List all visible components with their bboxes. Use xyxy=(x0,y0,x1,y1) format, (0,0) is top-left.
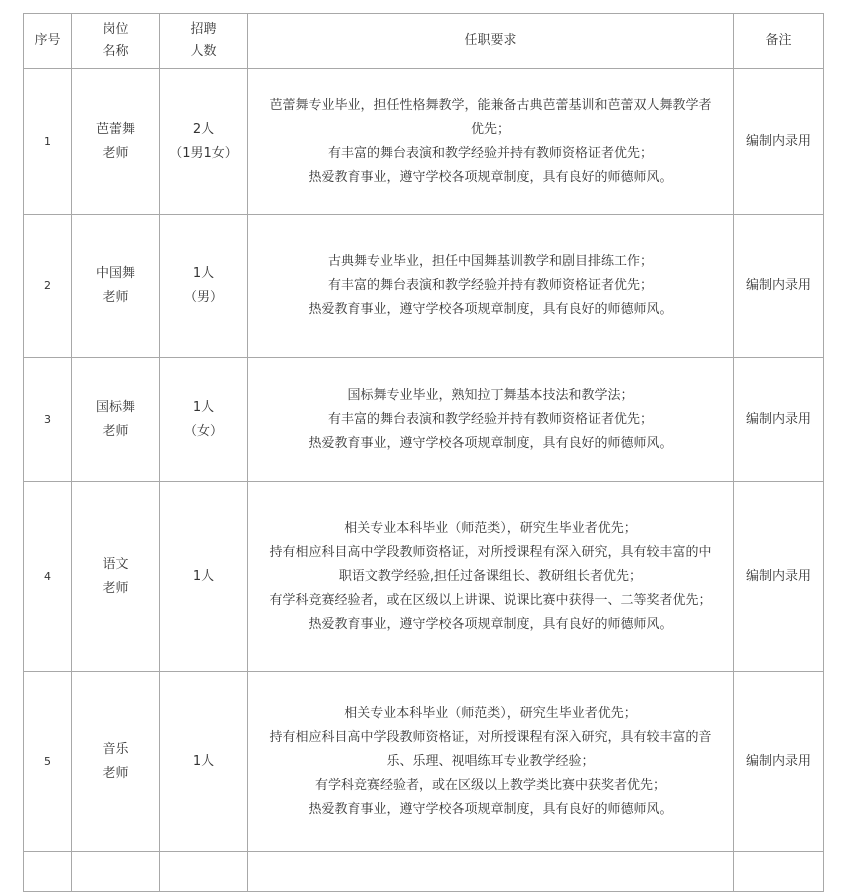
row-requirements: 芭蕾舞专业毕业，担任性格舞教学，能兼备古典芭蕾基训和芭蕾双人舞教学者 优先； 有丰富的舞台表演和教学经验并持有教师资格证者优先； 热爱教育事业，遵守学校各项规章制度，具有良好的师德师风。 xyxy=(248,69,734,215)
row-post: 音乐 老师 xyxy=(72,672,160,852)
row-count: 1人 xyxy=(160,482,248,672)
row-post: 中国舞 老师 xyxy=(72,215,160,358)
row-note: 编制内录用 xyxy=(734,358,824,482)
row-post: 语文 老师 xyxy=(72,482,160,672)
table-row xyxy=(24,358,824,482)
row-requirements: 相关专业本科毕业（师范类），研究生毕业者优先； 持有相应科目高中学段教师资格证，对所授课程有深入研究，具有较丰富的中 职语文教学经验,担任过备课组长、教研组长者优先； 有学科竞赛经验者，或在区级以上讲课、说课比赛中获得一、二等奖者优先； 热爱教育事业，遵守学校各项规章制度，具有良好的师德师风。 xyxy=(248,482,734,672)
empty-cell xyxy=(734,852,824,892)
row-count: 1人 （女） xyxy=(160,358,248,482)
empty-cell xyxy=(160,852,248,892)
row-count: 2人 （1男1女） xyxy=(160,69,248,215)
table-row xyxy=(24,672,824,852)
row-seq: 2 xyxy=(24,215,72,358)
header-requirements: 任职要求 xyxy=(248,14,734,69)
row-requirements: 古典舞专业毕业，担任中国舞基训教学和剧目排练工作； 有丰富的舞台表演和教学经验并持有教师资格证者优先； 热爱教育事业，遵守学校各项规章制度，具有良好的师德师风。 xyxy=(248,215,734,358)
table-row xyxy=(24,482,824,672)
empty-cell xyxy=(248,852,734,892)
row-seq: 5 xyxy=(24,672,72,852)
recruitment-table xyxy=(23,13,824,892)
row-requirements: 国标舞专业毕业，熟知拉丁舞基本技法和教学法； 有丰富的舞台表演和教学经验并持有教师资格证者优先； 热爱教育事业，遵守学校各项规章制度，具有良好的师德师风。 xyxy=(248,358,734,482)
row-post: 芭蕾舞 老师 xyxy=(72,69,160,215)
row-note: 编制内录用 xyxy=(734,215,824,358)
row-count: 1人 xyxy=(160,672,248,852)
table-row-partial xyxy=(24,852,824,892)
table-row xyxy=(24,69,824,215)
row-seq: 1 xyxy=(24,69,72,215)
header-post: 岗位 名称 xyxy=(72,14,160,69)
row-note: 编制内录用 xyxy=(734,482,824,672)
recruitment-table-wrapper xyxy=(23,13,824,892)
table-row xyxy=(24,215,824,358)
empty-cell xyxy=(24,852,72,892)
header-row xyxy=(24,14,824,69)
row-seq: 3 xyxy=(24,358,72,482)
row-post: 国标舞 老师 xyxy=(72,358,160,482)
header-count: 招聘 人数 xyxy=(160,14,248,69)
row-requirements: 相关专业本科毕业（师范类），研究生毕业者优先； 持有相应科目高中学段教师资格证，对所授课程有深入研究，具有较丰富的音 乐、乐理、视唱练耳专业教学经验； 有学科竞赛经验者，或在区级以上教学类比赛中获奖者优先； 热爱教育事业，遵守学校各项规章制度，具有良好的师德师风。 xyxy=(248,672,734,852)
header-note: 备注 xyxy=(734,14,824,69)
row-count: 1人 （男） xyxy=(160,215,248,358)
row-note: 编制内录用 xyxy=(734,672,824,852)
row-note: 编制内录用 xyxy=(734,69,824,215)
row-seq: 4 xyxy=(24,482,72,672)
header-seq: 序号 xyxy=(24,14,72,69)
empty-cell xyxy=(72,852,160,892)
